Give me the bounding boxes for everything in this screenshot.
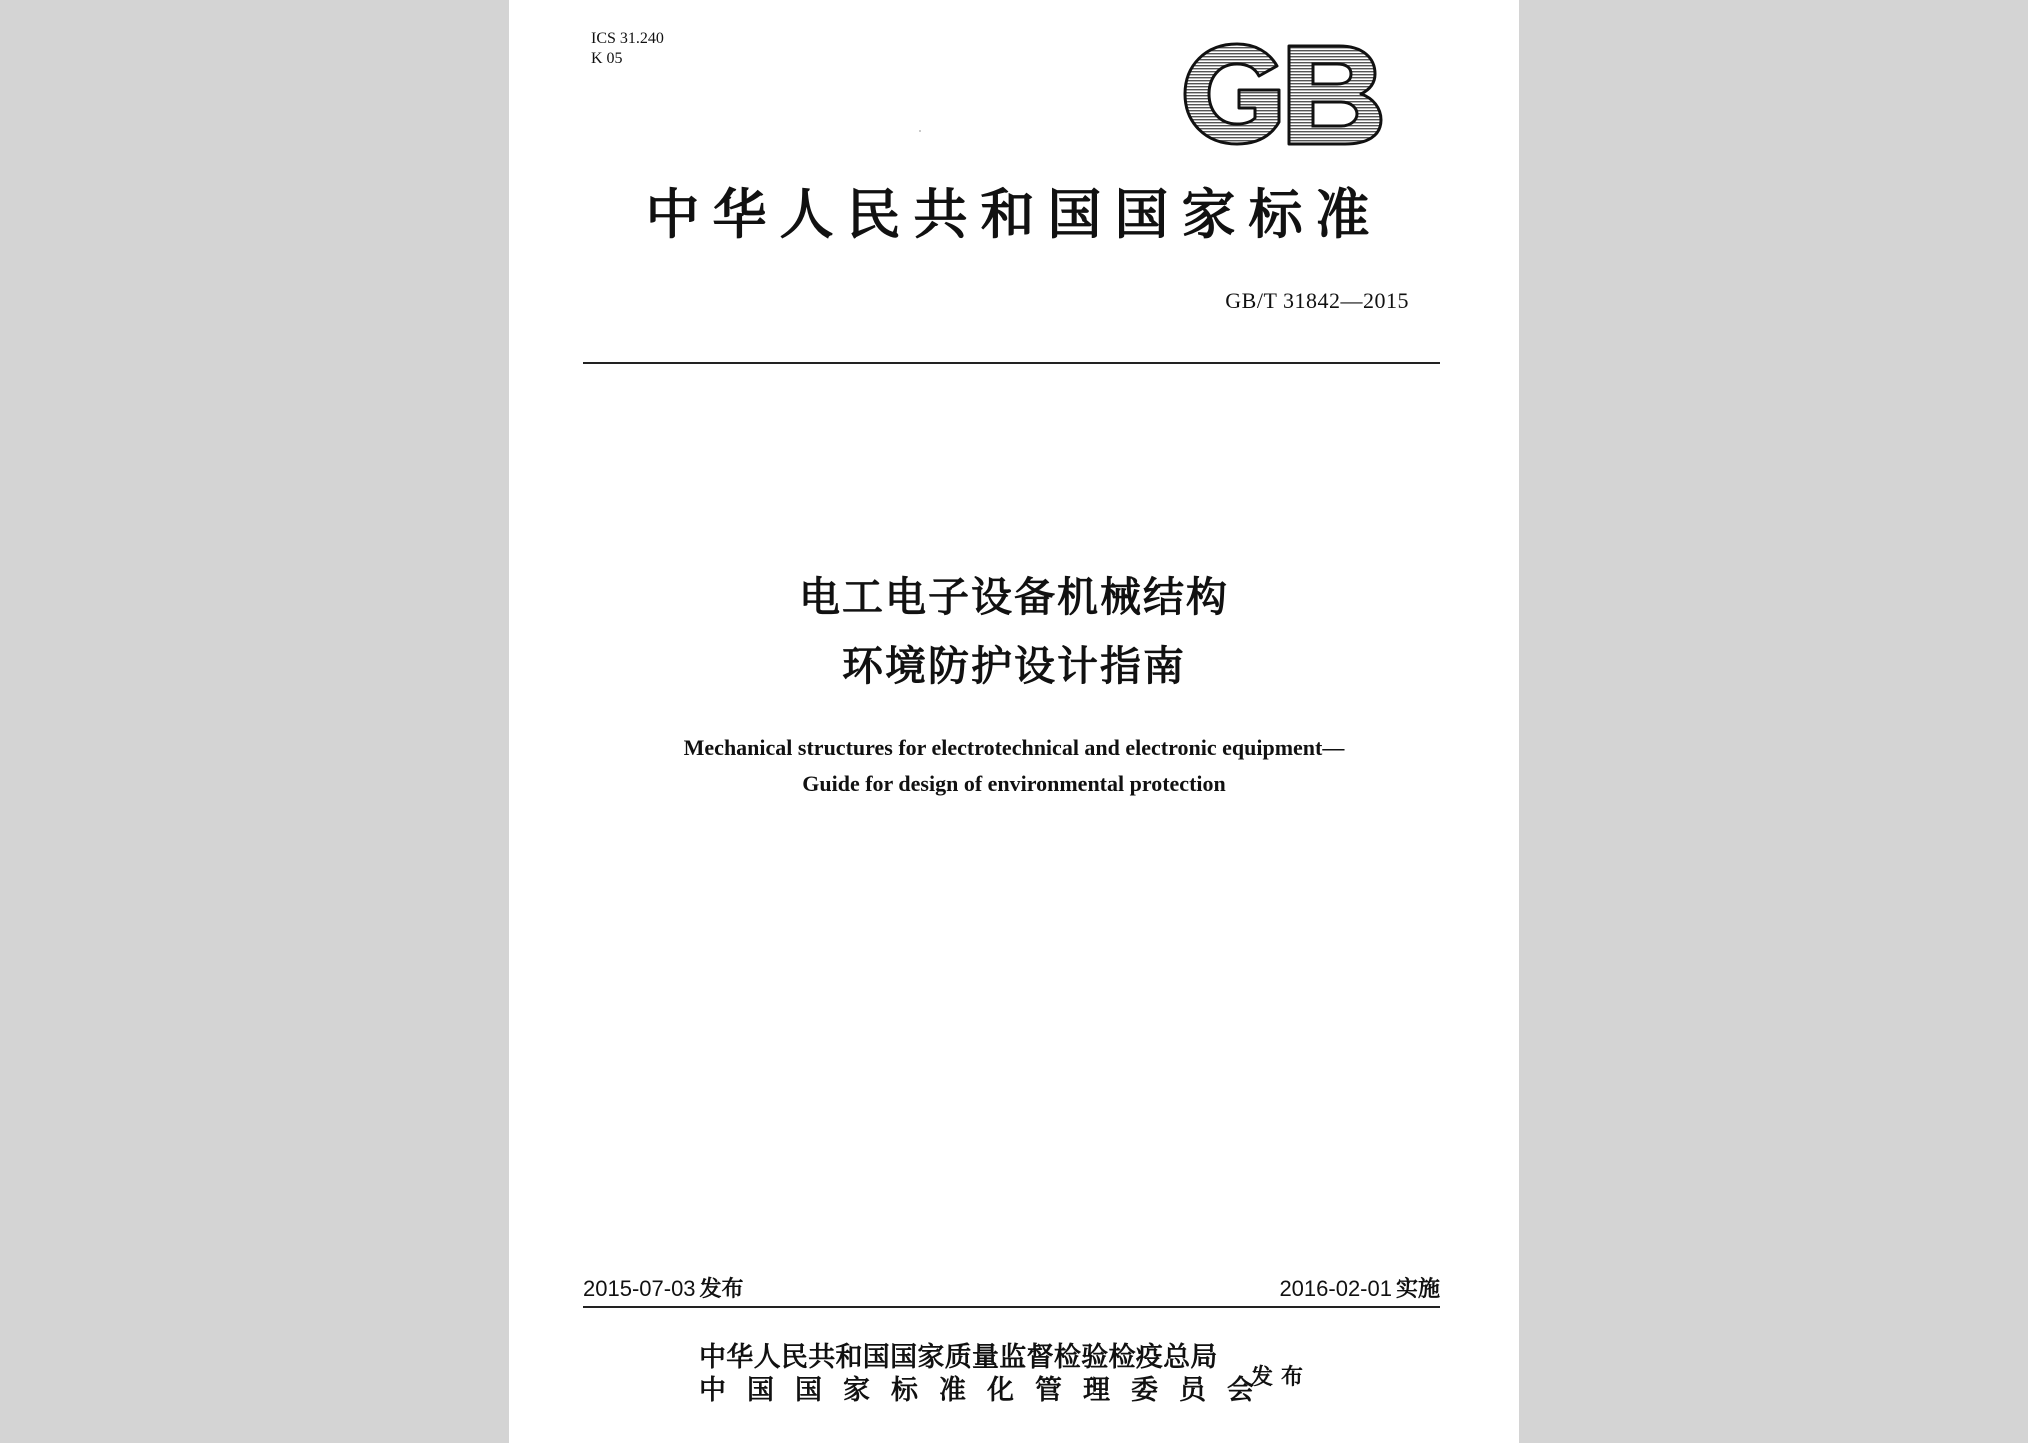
chinese-title-line-1: 电工电子设备机械结构 — [799, 573, 1229, 621]
standard-number: GB/T 31842—2015 — [1225, 288, 1409, 313]
header-divider — [583, 362, 1440, 364]
issue-date: 2015-07-03 — [583, 1276, 696, 1301]
english-title-line-1: Mechanical structures for electrotechnical and electronic equipment— — [683, 735, 1345, 760]
gb-logo-icon — [1179, 38, 1389, 150]
scan-speck — [919, 130, 921, 132]
national-standard-title: 中华人民共和国国家标准 — [645, 182, 1383, 246]
implement-label: 实施 — [1395, 1277, 1440, 1302]
issuer-aqsiq: 中华人民共和国国家质量监督检验检疫总局 — [699, 1342, 1218, 1373]
ics-code: ICS 31.240 — [591, 30, 664, 47]
footer-divider — [583, 1306, 1440, 1308]
issuer-sac: 中国国家标准化管理委员会 — [699, 1375, 1275, 1406]
issue-label: 发布 — [699, 1277, 744, 1302]
document-page — [509, 0, 1519, 1443]
chinese-title-line-2: 环境防护设计指南 — [842, 642, 1186, 690]
issue-date-block — [583, 1276, 744, 1303]
implement-date-block — [1279, 1276, 1440, 1303]
publish-label: 发布 — [1251, 1365, 1312, 1390]
implement-date: 2016-02-01 — [1279, 1276, 1392, 1301]
classification-code: K 05 — [591, 50, 623, 67]
english-title-line-2: Guide for design of environmental protection — [802, 771, 1226, 796]
